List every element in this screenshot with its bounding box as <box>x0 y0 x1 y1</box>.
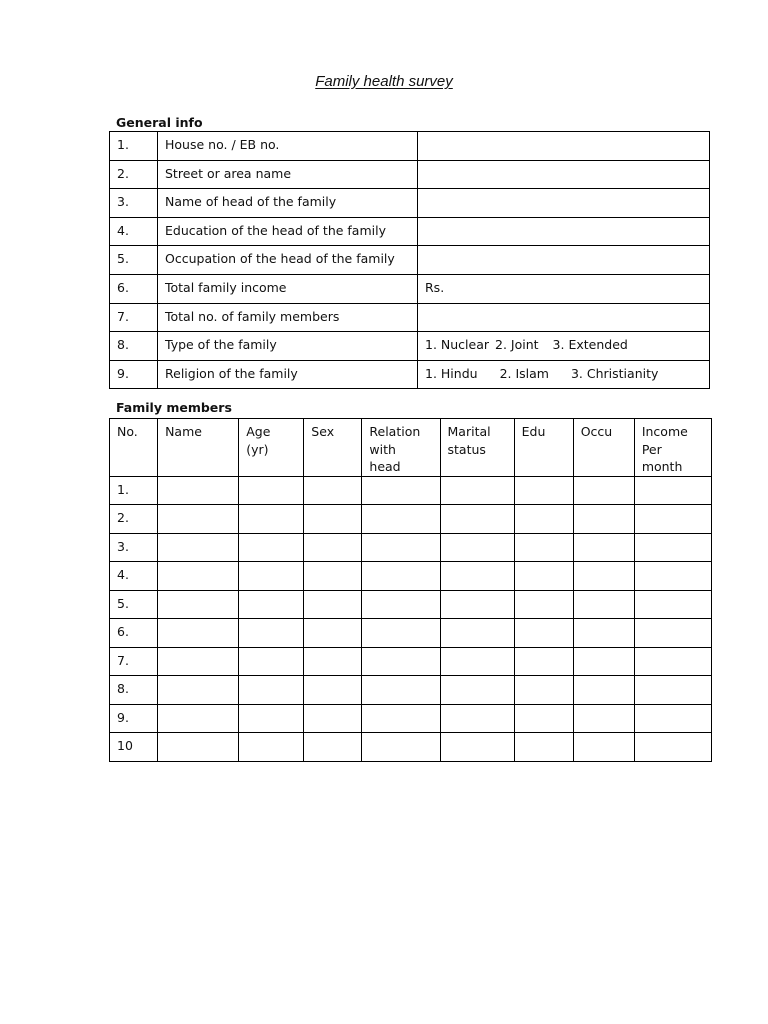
col-occu-cell[interactable] <box>573 562 634 591</box>
col-no-header <box>110 419 158 477</box>
member-number: 7. <box>110 647 158 676</box>
col-marital-status-cell[interactable] <box>440 647 514 676</box>
col-sex-cell[interactable] <box>304 533 362 562</box>
col-income-header <box>634 419 711 477</box>
row-number: 7. <box>110 303 158 332</box>
col-edu-cell[interactable] <box>514 676 573 705</box>
col-relation-cell[interactable] <box>362 505 440 534</box>
col-edu-cell[interactable] <box>514 590 573 619</box>
col-sex-cell[interactable] <box>304 619 362 648</box>
col-age-cell[interactable] <box>239 562 304 591</box>
col-income-cell[interactable] <box>634 562 711 591</box>
col-sex-cell[interactable] <box>304 733 362 762</box>
general-info-table <box>109 131 710 389</box>
general-info-row <box>110 246 710 275</box>
answer-field[interactable] <box>418 132 710 161</box>
col-income-cell[interactable] <box>634 733 711 762</box>
general-info-row <box>110 132 710 161</box>
header-line: No. <box>117 424 138 439</box>
col-marital-status-cell[interactable] <box>440 562 514 591</box>
question-label: Religion of the family <box>158 360 418 389</box>
general-info-row <box>110 160 710 189</box>
col-sex-header <box>304 419 362 477</box>
col-age-cell[interactable] <box>239 505 304 534</box>
col-relation-cell[interactable] <box>362 733 440 762</box>
col-age-cell[interactable] <box>239 533 304 562</box>
member-row <box>110 533 712 562</box>
question-label: Name of head of the family <box>158 189 418 218</box>
general-info-row <box>110 360 710 389</box>
col-edu-cell[interactable] <box>514 647 573 676</box>
col-age-header <box>239 419 304 477</box>
col-occu-cell[interactable] <box>573 733 634 762</box>
col-marital-status-cell[interactable] <box>440 704 514 733</box>
row-number: 8. <box>110 332 158 361</box>
question-label: Type of the family <box>158 332 418 361</box>
answer-field[interactable]: Rs. <box>418 274 710 303</box>
col-name-cell[interactable] <box>158 676 239 705</box>
col-income-cell[interactable] <box>634 505 711 534</box>
col-name-cell[interactable] <box>158 562 239 591</box>
col-name-cell[interactable] <box>158 704 239 733</box>
col-age-cell[interactable] <box>239 476 304 505</box>
col-income-cell[interactable] <box>634 590 711 619</box>
page-title: Family health survey <box>315 73 453 90</box>
header-line: Occu <box>580 424 613 439</box>
col-age-cell[interactable] <box>239 647 304 676</box>
col-occu-cell[interactable] <box>573 647 634 676</box>
col-relation-cell[interactable] <box>362 704 440 733</box>
general-info-row <box>110 217 710 246</box>
member-number: 2. <box>110 505 158 534</box>
col-relation-cell[interactable] <box>362 562 440 591</box>
col-relation-header <box>362 419 440 477</box>
question-label: Total no. of family members <box>158 303 418 332</box>
answer-field[interactable] <box>418 332 710 361</box>
answer-option[interactable]: 1. Nuclear <box>425 337 490 353</box>
col-name-cell[interactable] <box>158 619 239 648</box>
question-label: Occupation of the head of the family <box>158 246 418 275</box>
col-name-cell[interactable] <box>158 505 239 534</box>
col-occu-cell[interactable] <box>573 533 634 562</box>
col-relation-cell[interactable] <box>362 476 440 505</box>
member-number: 10 <box>110 733 158 762</box>
member-number: 4. <box>110 562 158 591</box>
family-members-heading: Family members <box>116 400 232 415</box>
header-line: Name <box>165 424 202 439</box>
family-members-table <box>109 418 712 762</box>
general-info-heading: General info <box>116 115 203 130</box>
col-relation-cell[interactable] <box>362 647 440 676</box>
row-number: 1. <box>110 132 158 161</box>
row-number: 2. <box>110 160 158 189</box>
col-edu-cell[interactable] <box>514 476 573 505</box>
header-line: head <box>369 459 401 474</box>
col-occu-cell[interactable] <box>573 476 634 505</box>
col-age-cell[interactable] <box>239 619 304 648</box>
member-row <box>110 647 712 676</box>
row-number: 5. <box>110 246 158 275</box>
answer-field[interactable] <box>418 303 710 332</box>
col-relation-cell[interactable] <box>362 533 440 562</box>
col-sex-cell[interactable] <box>304 562 362 591</box>
col-sex-cell[interactable] <box>304 704 362 733</box>
col-income-cell[interactable] <box>634 476 711 505</box>
header-line: Edu <box>521 424 546 439</box>
col-occu-cell[interactable] <box>573 619 634 648</box>
col-name-cell[interactable] <box>158 533 239 562</box>
col-sex-cell[interactable] <box>304 647 362 676</box>
col-occu-header <box>573 419 634 477</box>
member-row <box>110 619 712 648</box>
general-info-row <box>110 332 710 361</box>
header-line: Per <box>641 441 662 457</box>
col-edu-cell[interactable] <box>514 704 573 733</box>
col-name-header <box>158 419 239 477</box>
col-age-cell[interactable] <box>239 704 304 733</box>
col-income-cell[interactable] <box>634 676 711 705</box>
col-income-cell[interactable] <box>634 533 711 562</box>
col-name-cell[interactable] <box>158 647 239 676</box>
col-sex-cell[interactable] <box>304 476 362 505</box>
col-name-cell[interactable] <box>158 590 239 619</box>
col-sex-cell[interactable] <box>304 590 362 619</box>
header-line: month <box>641 459 683 474</box>
row-number: 9. <box>110 360 158 389</box>
members-header-row <box>110 419 712 477</box>
col-occu-cell[interactable] <box>573 704 634 733</box>
member-row <box>110 505 712 534</box>
col-sex-cell[interactable] <box>304 505 362 534</box>
member-row <box>110 590 712 619</box>
col-marital-status-cell[interactable] <box>440 590 514 619</box>
general-info-row <box>110 303 710 332</box>
col-edu-cell[interactable] <box>514 533 573 562</box>
answer-option[interactable]: 3. Extended <box>552 337 628 353</box>
col-relation-cell[interactable] <box>362 590 440 619</box>
member-row <box>110 476 712 505</box>
member-row <box>110 733 712 762</box>
col-marital-status-cell[interactable] <box>440 676 514 705</box>
general-info-row <box>110 274 710 303</box>
general-info-row <box>110 189 710 218</box>
header-line: Income <box>641 424 688 439</box>
member-number: 3. <box>110 533 158 562</box>
header-line: status <box>447 441 486 457</box>
col-edu-cell[interactable] <box>514 505 573 534</box>
header-line: Marital <box>447 424 491 439</box>
header-line: Age <box>246 424 271 439</box>
col-income-cell[interactable] <box>634 619 711 648</box>
member-number: 5. <box>110 590 158 619</box>
answer-field[interactable] <box>418 246 710 275</box>
member-row <box>110 562 712 591</box>
answer-option[interactable]: 1. Hindu <box>425 365 478 381</box>
header-line: (yr) <box>246 441 269 457</box>
col-age-cell[interactable] <box>239 733 304 762</box>
col-edu-cell[interactable] <box>514 619 573 648</box>
row-number: 6. <box>110 274 158 303</box>
header-line: with <box>369 441 396 457</box>
question-label: House no. / EB no. <box>158 132 418 161</box>
col-relation-cell[interactable] <box>362 676 440 705</box>
col-marital-status-cell[interactable] <box>440 505 514 534</box>
member-row <box>110 704 712 733</box>
col-name-cell[interactable] <box>158 733 239 762</box>
col-relation-cell[interactable] <box>362 619 440 648</box>
col-occu-cell[interactable] <box>573 505 634 534</box>
col-occu-cell[interactable] <box>573 676 634 705</box>
col-name-cell[interactable] <box>158 476 239 505</box>
member-row <box>110 676 712 705</box>
question-label: Education of the head of the family <box>158 217 418 246</box>
header-line: Relation <box>369 424 421 439</box>
col-income-cell[interactable] <box>634 704 711 733</box>
col-age-cell[interactable] <box>239 590 304 619</box>
col-marital-status-cell[interactable] <box>440 733 514 762</box>
question-label: Street or area name <box>158 160 418 189</box>
col-occu-cell[interactable] <box>573 590 634 619</box>
member-number: 8. <box>110 676 158 705</box>
col-marital-status-header <box>440 419 514 477</box>
answer-option[interactable]: 2. Joint <box>495 337 539 353</box>
col-edu-cell[interactable] <box>514 562 573 591</box>
col-marital-status-cell[interactable] <box>440 619 514 648</box>
col-marital-status-cell[interactable] <box>440 533 514 562</box>
col-marital-status-cell[interactable] <box>440 476 514 505</box>
col-age-cell[interactable] <box>239 676 304 705</box>
col-sex-cell[interactable] <box>304 676 362 705</box>
member-number: 1. <box>110 476 158 505</box>
member-number: 6. <box>110 619 158 648</box>
row-number: 4. <box>110 217 158 246</box>
answer-option[interactable]: 3. Christianity <box>570 365 659 381</box>
answer-field[interactable] <box>418 160 710 189</box>
col-income-cell[interactable] <box>634 647 711 676</box>
row-number: 3. <box>110 189 158 218</box>
col-edu-cell[interactable] <box>514 733 573 762</box>
answer-field[interactable] <box>418 189 710 218</box>
member-number: 9. <box>110 704 158 733</box>
header-line: Sex <box>311 424 335 439</box>
col-edu-header <box>514 419 573 477</box>
question-label: Total family income <box>158 274 418 303</box>
answer-option[interactable]: 2. Islam <box>499 365 549 381</box>
answer-field[interactable] <box>418 360 710 389</box>
answer-field[interactable] <box>418 217 710 246</box>
